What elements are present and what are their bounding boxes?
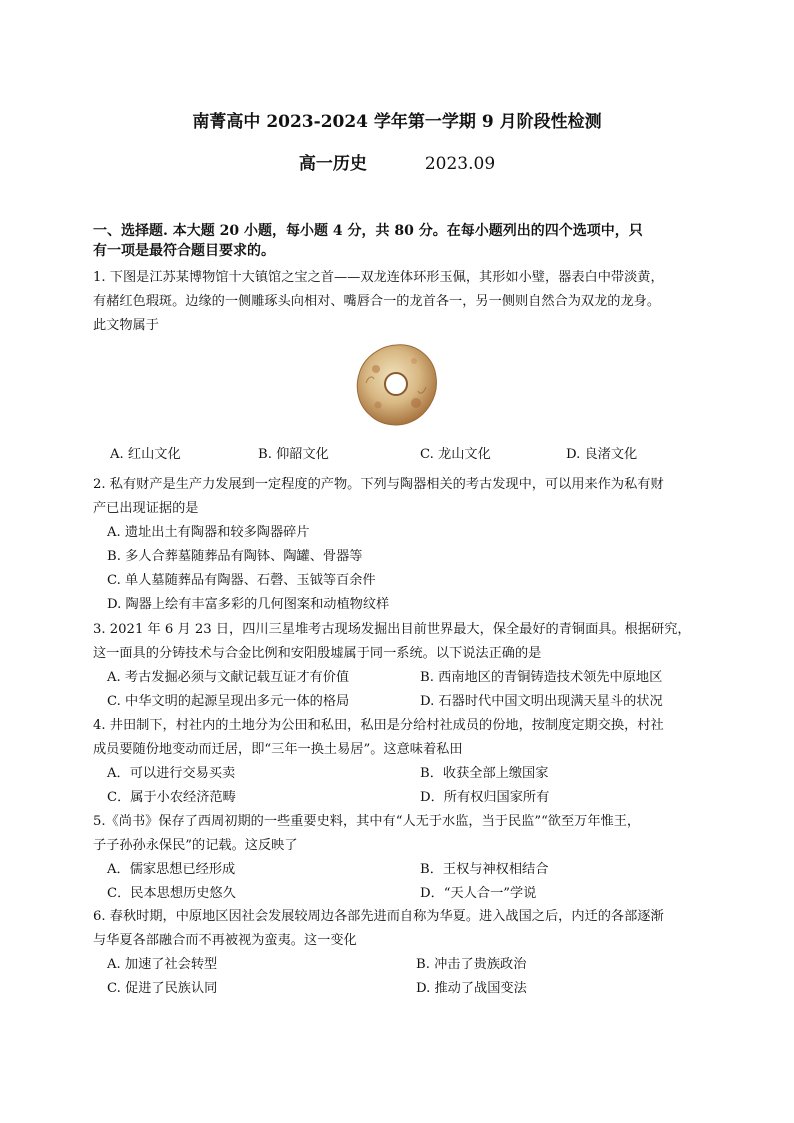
exam-subtitle <box>0 149 794 174</box>
q3-option-c[interactable]: C. 中华文明的起源呈现出多元一体的格局 <box>107 694 350 709</box>
q1-stem-line3: 此文物属于 <box>93 318 159 333</box>
subject-label: 高一历史 <box>298 154 367 174</box>
q2-stem-line2: 产已出现证据的是 <box>93 501 199 516</box>
section-heading-line2: 有一项是最符合题目要求的。 <box>93 243 275 259</box>
q1-option-b[interactable]: B. 仰韶文化 <box>258 447 329 462</box>
exam-date: 2023.09 <box>424 154 496 174</box>
q5-option-d[interactable]: D．“天人合一”学说 <box>420 886 537 901</box>
q4-option-a[interactable]: A．可以进行交易买卖 <box>107 766 236 781</box>
q6-stem-line1: 6. 春秋时期，中原地区因社会发展较周边各部先进而自称为华夏。进入战国之后，内迁的各部逐渐 <box>93 909 664 924</box>
q3-option-a[interactable]: A. 考古发掘必须与文献记载互证才有价值 <box>107 670 350 685</box>
q4-stem-line1: 4. 井田制下，村社内的土地分为公田和私田，私田是分给村社成员的份地，按制度定期交换，村社 <box>93 718 664 733</box>
exam-title: 南菁高中 2023-2024 学年第一学期 9 月阶段性检测 <box>192 112 602 132</box>
q1-stem-line2: 有赭红色瑕斑。边缘的一侧雕琢头向相对、嘴唇合一的龙首各一，另一侧则自然合为双龙的龙身。 <box>93 294 661 309</box>
q1-option-d[interactable]: D. 良渚文化 <box>566 447 638 462</box>
q2-option-b[interactable]: B. 多人合葬墓随葬品有陶钵、陶罐、骨器等 <box>107 549 363 564</box>
q1-option-c[interactable]: C. 龙山文化 <box>420 447 491 462</box>
q5-option-a[interactable]: A．儒家思想已经形成 <box>107 862 236 877</box>
q6-option-c[interactable]: C. 促进了民族认同 <box>107 981 218 996</box>
q2-stem-line1: 2. 私有财产是生产力发展到一定程度的产物。下列与陶器相关的考古发现中，可以用来作为私有财 <box>93 477 664 492</box>
q4-option-d[interactable]: D．所有权归国家所有 <box>420 790 550 805</box>
jade-pendant-image <box>346 337 447 430</box>
q4-stem-line2: 成员要随份地变动而迁居，即“三年一换土易居”。这意味着私田 <box>93 742 463 757</box>
q2-option-c[interactable]: C. 单人墓随葬品有陶器、石磬、玉钺等百余件 <box>107 573 376 588</box>
q5-stem-line2: 子子孙孙永保民”的记载。这反映了 <box>93 838 298 853</box>
q5-option-b[interactable]: B．王权与神权相结合 <box>420 862 549 877</box>
q3-option-b[interactable]: B. 西南地区的青铜铸造技术领先中原地区 <box>420 670 663 685</box>
q4-option-c[interactable]: C．属于小农经济范畴 <box>107 790 236 805</box>
q2-option-d[interactable]: D. 陶器上绘有丰富多彩的几何图案和动植物纹样 <box>107 597 390 612</box>
q3-stem-line2: 这一面具的分铸技术与合金比例和安阳殷墟属于同一系统。以下说法正确的是 <box>93 646 542 661</box>
q6-option-a[interactable]: A. 加速了社会转型 <box>107 957 218 972</box>
q5-option-c[interactable]: C．民本思想历史悠久 <box>107 886 236 901</box>
q1-stem-line1: 1. 下图是江苏某博物馆十大镇馆之宝之首——双龙连体环形玉佩，其形如小璧，器表白中带淡黄， <box>93 270 664 285</box>
q6-option-d[interactable]: D. 推动了战国变法 <box>416 981 527 996</box>
q2-option-a[interactable]: A. 遗址出土有陶器和较多陶器碎片 <box>107 525 310 540</box>
q4-option-b[interactable]: B．收获全部上缴国家 <box>420 766 549 781</box>
q6-stem-line2: 与华夏各部融合而不再被视为蛮夷。这一变化 <box>93 933 357 948</box>
q3-option-d[interactable]: D. 石器时代中国文明出现满天星斗的状况 <box>420 694 663 709</box>
section-heading-line1: 一、选择题. 本大题 20 小题，每小题 4 分，共 80 分。在每小题列出的四个选项中，只 <box>93 223 643 239</box>
q6-option-b[interactable]: B. 冲击了贵族政治 <box>416 957 527 972</box>
q3-stem-line1: 3. 2021 年 6 月 23 日，四川三星堆考古现场发掘出目前世界最大，保全最好的青铜面具。根据研究， <box>93 622 691 637</box>
q1-option-a[interactable]: A. 红山文化 <box>110 447 181 462</box>
q5-stem-line1: 5.《尚书》保存了西周初期的一些重要史料，其中有“人无于水监，当于民监”“欲至万年惟王， <box>93 814 641 829</box>
